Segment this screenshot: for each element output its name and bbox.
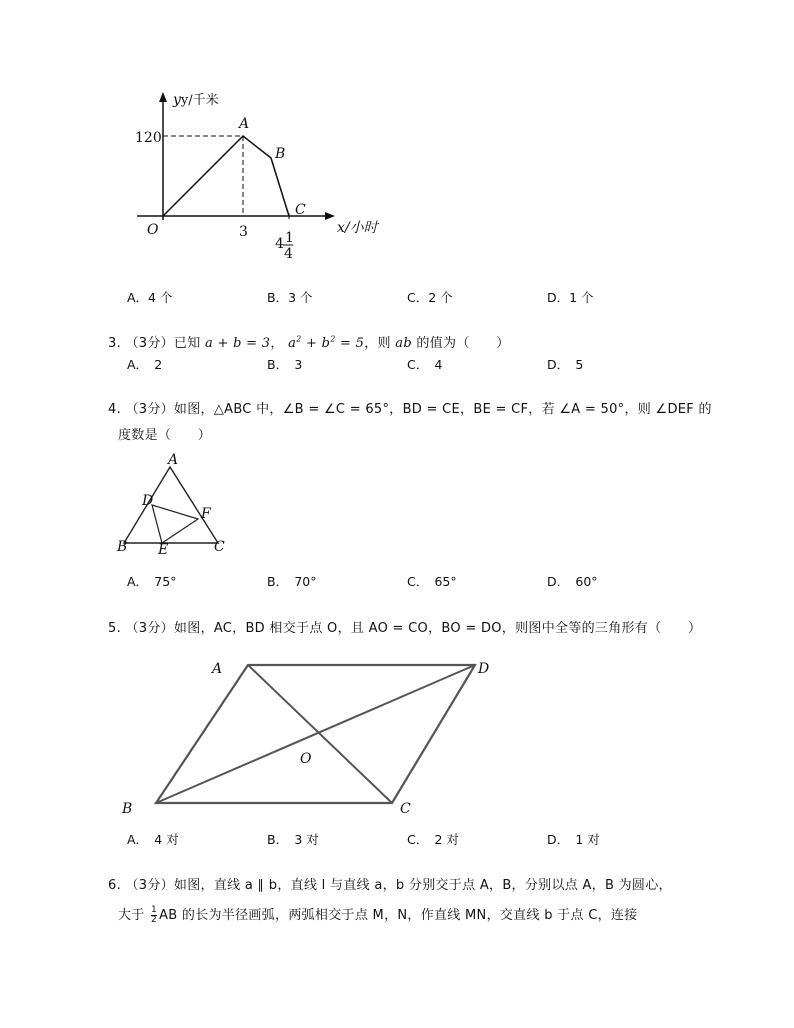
q5-text: （3分）如图，AC，BD 相交于点 O，且 AO = CO，BO = DO，则图中全等的三角形有（ ） xyxy=(125,621,702,636)
q3-question: 3. （3分）已知 a + b = 3， $a^2 + b^2 = 5$，则 ab 的值为（ ） xyxy=(108,334,510,351)
x-axis-arrow xyxy=(325,212,335,220)
q2-option-c: C．2 个 xyxy=(407,290,453,305)
q5-question xyxy=(108,617,701,636)
q4-number: 4. xyxy=(108,402,122,417)
x-axis-label: x/小时 xyxy=(337,220,378,236)
diagonal-ac xyxy=(248,665,392,803)
fig4-label-c: C xyxy=(214,539,225,555)
fig4-label-d: D xyxy=(142,493,154,509)
x-tick2-den: 4 xyxy=(284,246,293,262)
x-tick2-whole: 4 xyxy=(275,236,284,252)
q2-option-d: D．1 个 xyxy=(547,290,594,305)
q6-fraction-half: $\frac{1}{2}$ xyxy=(151,905,158,925)
q5-option-c: C． 2 对 xyxy=(407,832,459,847)
q4-option-d: D． 60° xyxy=(547,574,598,589)
y-axis-arrow xyxy=(159,92,167,102)
q2-option-b: B．3 个 xyxy=(267,290,313,305)
triangle-def xyxy=(152,505,198,543)
q3-option-c: C． 4 xyxy=(407,357,443,372)
y-axis-label: yy/千米 xyxy=(173,92,219,108)
origin-label: O xyxy=(147,222,159,238)
fig5-label-a: A xyxy=(212,661,223,677)
triangle-def-figure xyxy=(112,452,232,558)
q3-option-b: B． 3 xyxy=(267,357,303,372)
q5-option-a: A． 4 对 xyxy=(127,832,179,847)
q3-option-d: D． 5 xyxy=(547,357,584,372)
q4-option-a: A． 75° xyxy=(127,574,177,589)
q4-question-line1 xyxy=(108,398,712,417)
q4-text-line1: （3分）如图，△ABC 中，∠B = ∠C = 65°，BD = CE，BE = CF，若 ∠A = 50°，则 ∠DEF 的 xyxy=(125,402,712,417)
y-tick-label: 120 xyxy=(135,130,162,146)
q2-option-a: A．4 个 xyxy=(127,290,173,305)
x-tick2-num: 1 xyxy=(285,230,294,246)
fig4-label-f: F xyxy=(201,506,211,522)
q5-number: 5. xyxy=(108,621,122,636)
q3-expr2: $a^2 + b^2 = 5$ xyxy=(288,334,365,351)
fig5-label-c: C xyxy=(400,801,411,817)
parallelogram-figure xyxy=(120,645,520,815)
x-tick-label: 3 xyxy=(239,224,248,240)
fig5-label-d: D xyxy=(478,661,490,677)
triangle-abc xyxy=(124,467,218,543)
fig5-label-o: O xyxy=(300,751,312,767)
graph-line-oabc xyxy=(163,136,289,216)
fig4-label-b: B xyxy=(117,539,128,555)
q6-question-line1 xyxy=(108,874,672,893)
q3-number: 3. xyxy=(108,336,122,351)
q6-number: 6. xyxy=(108,878,122,893)
q3-text-end: 的值为（ ） xyxy=(416,336,510,351)
fig4-label-a: A xyxy=(168,452,179,468)
q5-option-b: B． 3 对 xyxy=(267,832,319,847)
q3-score: （3分）已知 xyxy=(125,336,201,351)
q3-expr3: ab xyxy=(395,336,412,351)
fig5-label-b: B xyxy=(122,801,133,817)
q3-option-a: A． 2 xyxy=(127,357,163,372)
q5-option-d: D． 1 对 xyxy=(547,832,600,847)
q3-expr1: a + b = 3 xyxy=(204,336,271,351)
q4-question-line2: 度数是（ ） xyxy=(118,428,212,443)
fig4-label-e: E xyxy=(158,542,169,558)
point-b-label: B xyxy=(275,146,286,162)
q4-option-b: B． 70° xyxy=(267,574,317,589)
point-a-label: A xyxy=(239,116,250,132)
point-c-label: C xyxy=(295,202,306,218)
q6-question-line2: 大于 $\frac{1}{2}$ AB 的长为半径画弧，两弧相交于点 M，N，作直线 MN，交直线 b 于点 C，连接 xyxy=(118,905,638,925)
distance-time-graph xyxy=(125,88,378,268)
q4-option-c: C． 65° xyxy=(407,574,457,589)
q6-text-line1: （3分）如图，直线 a ∥ b，直线 l 与直线 a，b 分别交于点 A，B，分别以点 A，B 为圆心， xyxy=(125,878,672,893)
diagonal-bd xyxy=(156,665,475,803)
